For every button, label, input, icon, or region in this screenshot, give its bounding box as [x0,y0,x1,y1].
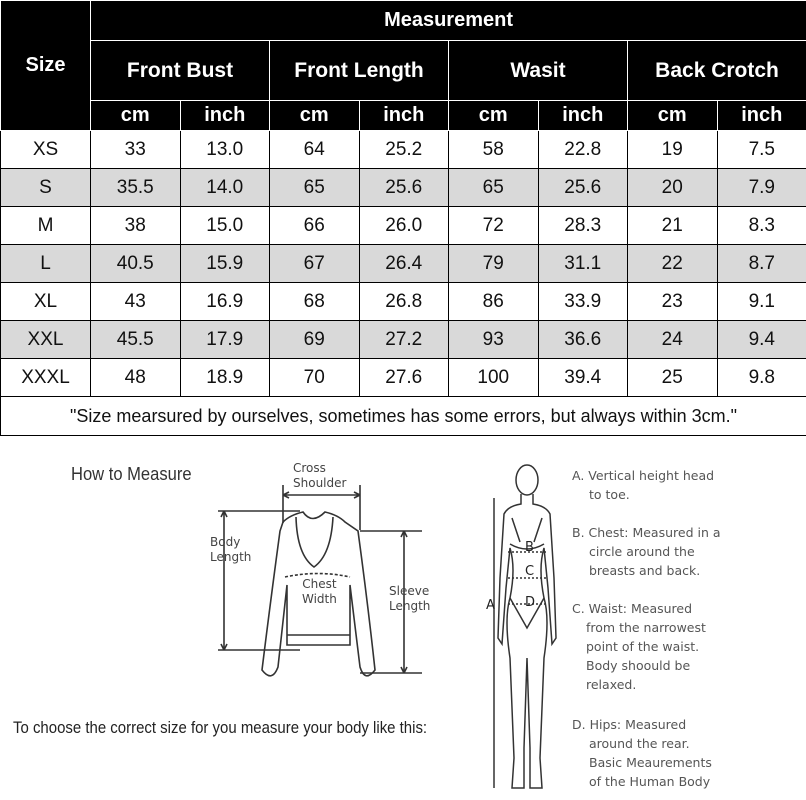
value-cell: 100 [449,359,539,397]
guide-text-line: Body shoould be [586,658,691,673]
value-cell: 33 [91,131,181,169]
value-cell: 26.8 [359,283,449,321]
label-line: Sleeve [389,584,430,598]
marker-c: C [525,564,535,579]
guide-text-line: from the narrowest [586,620,706,635]
unit-header: inch [538,101,628,131]
value-cell: 70 [270,359,360,397]
unit-header: cm [628,101,718,131]
marker-b: B [525,540,534,555]
chest-width-label [302,577,337,607]
value-cell: 40.5 [91,245,181,283]
value-cell: 58 [449,131,539,169]
guide-text-line: of the Human Body [589,774,711,789]
label-line: Chest [302,577,337,591]
group-header-front-length: Front Length [270,41,449,101]
size-note: "Size mearsured by ourselves, sometimes has some errors, but always within 3cm." [1,397,806,436]
value-cell: 79 [449,245,539,283]
guide-text-line: breasts and back. [589,563,701,578]
choose-size-instruction: To choose the correct size for you measure your body like this: [13,718,428,737]
guide-text-line: C. Waist: Measured [572,601,693,616]
table-row [1,131,806,169]
guide-text-line: Basic Meaurements [589,755,712,770]
value-cell: 68 [270,283,360,321]
label-line: Length [210,550,252,564]
label-line: Length [389,599,431,613]
table-row [1,245,806,283]
size-header: Size [1,1,91,131]
guide-text-line: circle around the [589,544,695,559]
how-to-measure-title: How to Measure [71,464,192,484]
value-cell: 7.5 [717,131,806,169]
value-cell: 66 [270,207,360,245]
value-cell: 69 [270,321,360,359]
value-cell: 17.9 [180,321,270,359]
size-cell: XXL [1,321,91,359]
marker-a: A [486,598,495,613]
value-cell: 25.2 [359,131,449,169]
unit-header: cm [449,101,539,131]
label-line: Shoulder [293,476,347,490]
value-cell: 24 [628,321,718,359]
value-cell: 22.8 [538,131,628,169]
value-cell: 13.0 [180,131,270,169]
value-cell: 36.6 [538,321,628,359]
guide-text-line: B. Chest: Measured in a [572,525,721,540]
value-cell: 18.9 [180,359,270,397]
value-cell: 16.9 [180,283,270,321]
value-cell: 26.0 [359,207,449,245]
size-cell: XL [1,283,91,321]
value-cell: 27.6 [359,359,449,397]
guide-text-line: to toe. [589,487,630,502]
guide-text-line: point of the waist. [586,639,700,654]
size-cell: XS [1,131,91,169]
size-cell: L [1,245,91,283]
value-cell: 86 [449,283,539,321]
size-cell: XXXL [1,359,91,397]
value-cell: 35.5 [91,169,181,207]
guide-text-line: around the rear. [589,736,690,751]
value-cell: 23 [628,283,718,321]
value-cell: 43 [91,283,181,321]
value-cell: 8.3 [717,207,806,245]
table-row [1,321,806,359]
guide-text-line: A. Vertical height head [572,468,715,483]
body-length-label [210,535,251,565]
value-cell: 15.0 [180,207,270,245]
label-line: Width [302,592,337,606]
value-cell: 25.6 [538,169,628,207]
unit-header: inch [180,101,270,131]
group-header-front-bust: Front Bust [91,41,270,101]
value-cell: 14.0 [180,169,270,207]
value-cell: 20 [628,169,718,207]
measurement-header: Measurement [91,1,806,41]
size-cell: M [1,207,91,245]
guide-text-line: relaxed. [586,677,637,692]
value-cell: 21 [628,207,718,245]
marker-d: D [525,595,536,610]
sweater-diagram [200,455,440,695]
table-row [1,359,806,397]
cross-shoulder-label [293,461,346,491]
value-cell: 19 [628,131,718,169]
value-cell: 26.4 [359,245,449,283]
value-cell: 39.4 [538,359,628,397]
value-cell: 67 [270,245,360,283]
value-cell: 15.9 [180,245,270,283]
body-figure [480,458,570,800]
value-cell: 9.4 [717,321,806,359]
table-row [1,283,806,321]
value-cell: 45.5 [91,321,181,359]
size-cell: S [1,169,91,207]
group-header-back-crotch: Back Crotch [628,41,806,101]
value-cell: 33.9 [538,283,628,321]
value-cell: 65 [449,169,539,207]
value-cell: 9.1 [717,283,806,321]
label-line: Cross [293,461,326,475]
value-cell: 93 [449,321,539,359]
value-cell: 22 [628,245,718,283]
value-cell: 38 [91,207,181,245]
value-cell: 27.2 [359,321,449,359]
value-cell: 9.8 [717,359,806,397]
value-cell: 48 [91,359,181,397]
value-cell: 65 [270,169,360,207]
value-cell: 72 [449,207,539,245]
value-cell: 8.7 [717,245,806,283]
value-cell: 28.3 [538,207,628,245]
sleeve-length-label [389,584,430,614]
unit-header: inch [717,101,806,131]
group-header-waist: Wasit [449,41,628,101]
value-cell: 7.9 [717,169,806,207]
value-cell: 25.6 [359,169,449,207]
value-cell: 31.1 [538,245,628,283]
table-row [1,169,806,207]
table-row [1,207,806,245]
label-line: Body [210,535,241,549]
value-cell: 64 [270,131,360,169]
unit-header: cm [270,101,360,131]
unit-header: cm [91,101,181,131]
guide-text-line: D. Hips: Measured [572,717,687,732]
value-cell: 25 [628,359,718,397]
unit-header: inch [359,101,449,131]
